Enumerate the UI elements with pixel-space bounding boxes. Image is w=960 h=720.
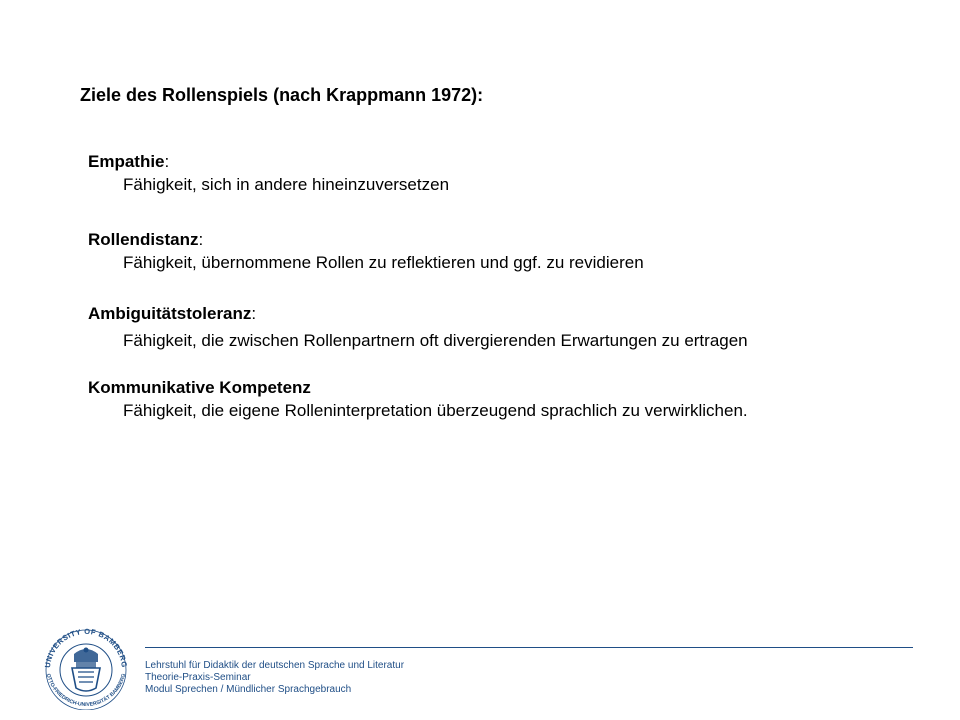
term-name: Empathie	[88, 152, 165, 171]
term-suffix: :	[198, 230, 204, 249]
term-description: Fähigkeit, die eigene Rolleninterpretation überzeugend sprachlich zu verwirklichen.	[123, 401, 748, 420]
term-block-ambiguitaetstoleranz	[88, 302, 748, 352]
term-suffix: :	[164, 152, 170, 171]
footer-text	[145, 660, 404, 696]
term-description: Fähigkeit, die zwischen Rollenpartnern oft divergierenden Erwartungen zu ertragen	[123, 331, 748, 350]
term-name: Ambiguitätstoleranz	[88, 304, 252, 323]
term-description: Fähigkeit, übernommene Rollen zu reflektieren und ggf. zu revidieren	[123, 253, 644, 272]
term-block-kommunikative-kompetenz	[88, 376, 748, 422]
footer-divider	[145, 647, 913, 648]
svg-text:OTTO-FRIEDRICH-UNIVERSITÄT BAM: OTTO-FRIEDRICH-UNIVERSITÄT BAMBERG	[44, 673, 128, 709]
term-name: Kommunikative Kompetenz	[88, 378, 311, 397]
term-name: Rollendistanz	[88, 230, 199, 249]
footer-seminar: Theorie-Praxis-Seminar	[145, 672, 251, 683]
term-heading	[88, 228, 644, 251]
term-heading	[88, 376, 748, 399]
slide-title: Ziele des Rollenspiels (nach Krappmann 1972):	[80, 85, 484, 105]
term-suffix: :	[251, 304, 257, 323]
term-description: Fähigkeit, sich in andere hineinzuversetzen	[123, 175, 450, 194]
term-block-rollendistanz	[88, 228, 644, 274]
term-heading	[88, 150, 449, 173]
footer-chair: Lehrstuhl für Didaktik der deutschen Sprache und Literatur	[145, 660, 405, 671]
term-heading	[88, 302, 748, 325]
footer-module: Modul Sprechen / Mündlicher Sprachgebrauch	[145, 684, 352, 695]
svg-text:UNIVERSITY OF BAMBERG: UNIVERSITY OF BAMBERG	[42, 626, 130, 669]
university-seal-logo	[36, 626, 136, 710]
term-block-empathie	[88, 150, 449, 196]
